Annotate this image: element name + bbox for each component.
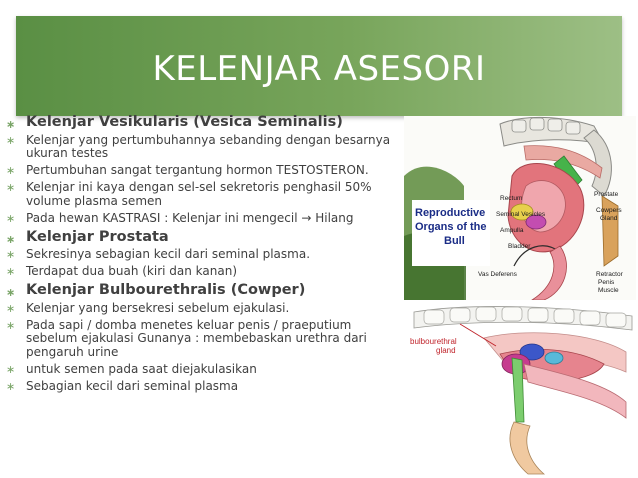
label-vas-deferens: Vas Deferens xyxy=(478,271,517,278)
figure-label-gland: gland xyxy=(436,346,456,355)
bullet-item xyxy=(6,363,402,377)
label-muscle: Muscle xyxy=(598,287,619,294)
bullet-item xyxy=(6,134,402,161)
figure-label-bulbourethral: bulbourethral xyxy=(410,337,457,346)
bullet-item xyxy=(6,164,402,178)
bullet-marker: ∗ xyxy=(6,118,16,131)
bullet-marker: ∗ xyxy=(6,232,16,246)
label-prostate: Prostate xyxy=(594,191,619,198)
bullet-text: Kelenjar ini kaya dengan sel-sel sekretoris penghasil 50% volume plasma semen xyxy=(26,180,372,208)
bullet-marker: ∗ xyxy=(6,362,16,376)
bullet-item xyxy=(6,265,402,279)
reproductive-organs-illustration xyxy=(404,116,636,300)
bulbourethral-illustration xyxy=(404,302,636,476)
bullet-text: Terdapat dua buah (kiri dan kanan) xyxy=(26,264,238,278)
bullet-text: Kelenjar Bulbourethralis (Cowper) xyxy=(26,282,306,298)
bullet-text: Pada hewan KASTRASI : Kelenjar ini mengecil → Hilang xyxy=(26,210,354,225)
bullet-heading xyxy=(6,229,402,246)
bullet-text: Kelenjar yang bersekresi sebelum ejakulasi. xyxy=(26,300,290,315)
bullet-item xyxy=(6,181,402,208)
bullet-list xyxy=(6,114,402,397)
figure-heading-line-2: Organs of the xyxy=(415,221,487,233)
bullet-marker: ∗ xyxy=(6,181,16,194)
bullet-item xyxy=(6,248,402,262)
bullet-item xyxy=(6,302,402,316)
label-rectum: Rectum xyxy=(500,195,523,202)
bullet-heading xyxy=(6,114,402,131)
bullet-marker: ∗ xyxy=(6,379,16,393)
bullet-marker: ∗ xyxy=(6,133,16,147)
slide-title: KELENJAR ASESORI xyxy=(152,49,486,89)
bullet-marker: ∗ xyxy=(6,301,16,315)
label-ampulla: Ampulla xyxy=(500,227,524,234)
figure-heading-line-1: Reproductive xyxy=(415,207,486,219)
bulbourethral-gland-diagram xyxy=(404,302,636,476)
bullet-marker: ∗ xyxy=(6,164,16,177)
label-seminal-vesicles: Seminal Vesicles xyxy=(496,211,546,218)
bullet-text: Kelenjar Prostata xyxy=(26,228,169,245)
bullet-item xyxy=(6,380,402,394)
bullet-text: Sebagian kecil dari seminal plasma xyxy=(26,378,239,393)
label-bladder: Bladder xyxy=(508,243,531,250)
bullet-heading xyxy=(6,282,402,299)
bullet-text: Sekresinya sebagian kecil dari seminal plasma. xyxy=(26,247,311,261)
bullet-text: untuk semen pada saat diejakulasikan xyxy=(26,361,257,376)
bullet-marker: ∗ xyxy=(6,318,16,332)
bullet-item xyxy=(6,319,402,360)
bull-reproductive-organs-diagram xyxy=(404,116,636,300)
bullet-item xyxy=(6,212,402,226)
label-gland: Gland xyxy=(600,215,618,222)
label-penis: Penis xyxy=(598,279,615,286)
bullet-marker: ∗ xyxy=(6,265,16,278)
label-cowpers: Cowpers xyxy=(596,207,622,214)
title-band xyxy=(16,16,622,116)
bullet-marker: ∗ xyxy=(6,286,16,299)
bullet-text: Pada sapi / domba menetes keluar penis / praeputium sebelum ejakulasi Gunanya : membebaskan urethra dari pengaruh urine xyxy=(26,317,367,359)
bullet-text: Kelenjar Vesikularis (Vesica Seminalis) xyxy=(26,114,343,130)
bullet-text: Kelenjar yang pertumbuhannya sebanding dengan besarnya ukuran testes xyxy=(26,132,391,160)
label-retractor: Retractor xyxy=(596,271,623,278)
bullet-marker: ∗ xyxy=(6,211,16,225)
bullet-text: Pertumbuhan sangat tergantung hormon TESTOSTERON. xyxy=(26,163,369,177)
bullet-marker: ∗ xyxy=(6,248,16,261)
figure-heading-line-3: Bull xyxy=(444,235,465,247)
